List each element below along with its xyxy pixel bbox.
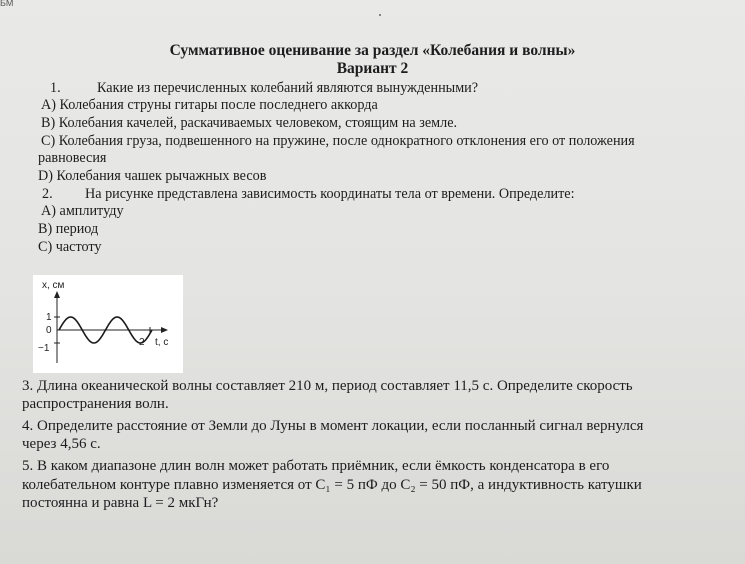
graph-x-axis-label: t, c bbox=[155, 337, 169, 348]
question-4-line-1: 4. Определите расстояние от Земли до Луны в момент локации, если посланный сигнал вернулся bbox=[22, 418, 644, 434]
question-3-line-2: распространения волн. bbox=[22, 396, 169, 412]
question-5-line-2: колебательном контуре плавно изменяется от C₁ = 5 пФ до C₂ = 50 пФ, а индуктивность катушки bbox=[22, 477, 642, 493]
graph-x-arrow bbox=[161, 327, 168, 333]
question-2 bbox=[42, 186, 575, 202]
question-1-text: Какие из перечисленных колебаний являются вынужденными? bbox=[97, 80, 479, 96]
question-1-number: 1. bbox=[50, 80, 61, 96]
question-2-text: На рисунке представлена зависимость координаты тела от времени. Определите: bbox=[85, 186, 575, 202]
question-1-option-c-cont: равновесия bbox=[38, 150, 107, 166]
question-1 bbox=[50, 80, 478, 96]
question-2-number: 2. bbox=[42, 186, 53, 202]
question-3-line-1: 3. Длина океанической волны составляет 210 м, период составляет 11,5 с. Определите скорость bbox=[22, 378, 633, 394]
question-1-option-c: С) Колебания груза, подвешенного на пружине, после однократного отклонения его от положения bbox=[41, 133, 635, 149]
graph-y-tick-label-1: 1 bbox=[46, 312, 52, 323]
question-1-option-b: В) Колебания качелей, раскачиваемых человеком, стоящим на земле. bbox=[41, 115, 458, 131]
question-1-option-d: D) Колебания чашек рычажных весов bbox=[38, 168, 267, 184]
question-2-option-a: А) амплитуду bbox=[41, 203, 124, 219]
corner-mark: БМ bbox=[0, 0, 14, 8]
question-2-option-c: С) частоту bbox=[38, 239, 102, 255]
question-1-option-a: А) Колебания струны гитары после последнего аккорда bbox=[41, 97, 378, 113]
variant-label: Вариант 2 bbox=[336, 60, 409, 77]
graph-y-arrow bbox=[54, 291, 60, 298]
oscillation-graph bbox=[33, 275, 183, 373]
graph-y-axis-label: x, см bbox=[42, 280, 65, 291]
paper-dot bbox=[379, 14, 381, 16]
graph-y-tick-label-0: 0 bbox=[46, 325, 52, 336]
question-5-line-3: постоянна и равна L = 2 мкГн? bbox=[22, 495, 219, 511]
graph-y-tick-label-minus-1: −1 bbox=[38, 343, 50, 354]
question-2-option-b: В) период bbox=[38, 221, 99, 237]
page-title: Суммативное оценивание за раздел «Колебания и волны» bbox=[169, 42, 576, 59]
question-4-line-2: через 4,56 с. bbox=[22, 436, 101, 452]
graph-x-tick-label-2: 2 bbox=[139, 337, 145, 348]
question-5-line-1: 5. В каком диапазоне длин волн может работать приёмник, если ёмкость конденсатора в его bbox=[22, 458, 610, 474]
